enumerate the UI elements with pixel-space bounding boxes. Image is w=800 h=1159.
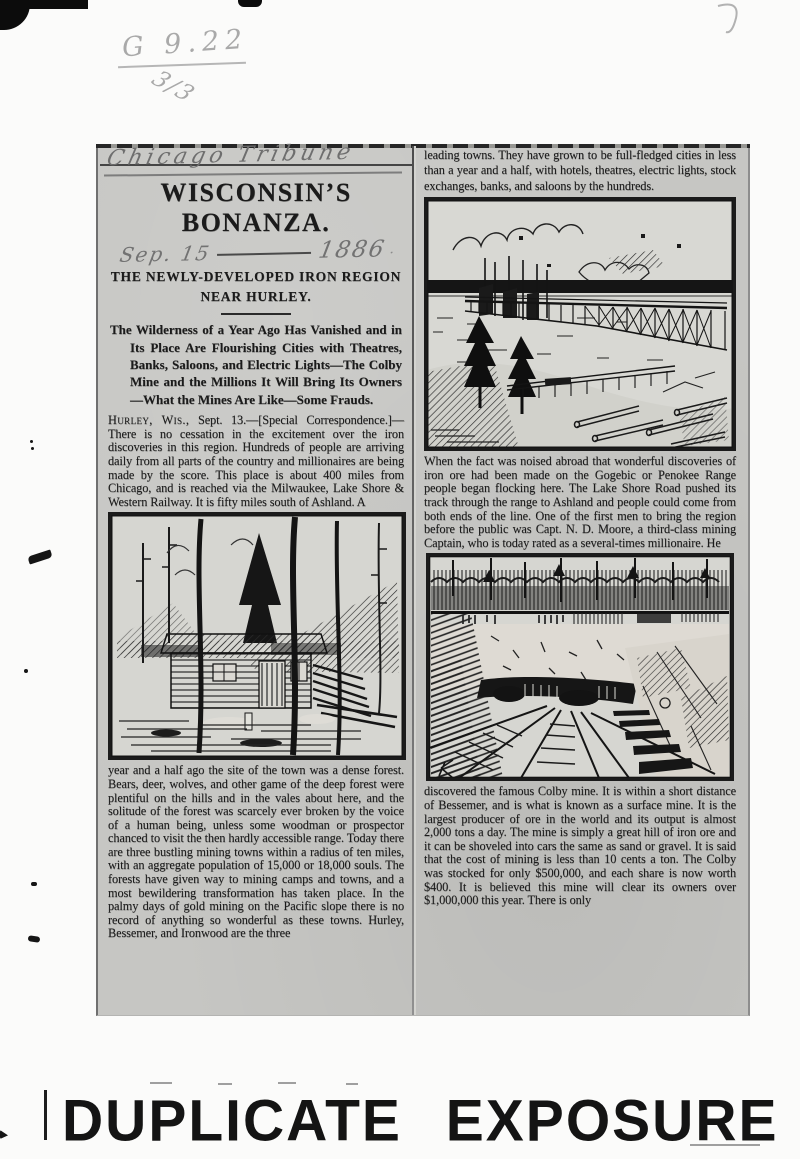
railroad-trestle-illustration — [424, 197, 736, 451]
article-paragraph — [108, 414, 404, 509]
article-subhead — [108, 267, 404, 306]
ink-speck — [27, 549, 52, 564]
article-paragraph: year and a half ago the site of the town was a dense forest. Bears, deer, wolves, and other game of the deep forest were plentiful on the hills and in the vales about here, and the solitude of the forest was scarcely ever broken by the voice of a human being, unless some woodman or prospector chanced to visit the then hardly accessible range. Today there are three bustling mining towns within a radius of ten miles, with an aggregate population of 15,000 or 18,000 souls. The forests have given way to mining camps and towns, and a most bewildering transformation has taken place. In the palmy days of gold mining on the Pacific slope there is no record of anything so wonderful as these towns. Hurley, Bessemer, and Ironwood are the three — [108, 763, 404, 941]
subhead-line-2: NEAR HURLEY. — [200, 288, 312, 304]
ink-speck — [30, 440, 33, 443]
scan-corner-artifact — [0, 0, 30, 30]
scan-dash — [278, 1082, 296, 1084]
pencil-catalog-code: G 9.22 — [121, 23, 250, 64]
dateline: Hurley, Wis., — [108, 413, 190, 428]
duplicate-exposure-stamp: DUPLICATE EXPOSURE — [62, 1088, 779, 1154]
right-column — [416, 146, 746, 911]
handwritten-date-month: Sep. 15 — [117, 240, 213, 267]
scan-edge-artifact — [238, 0, 262, 7]
paragraph-text: There is no cessation in the excitement over the iron discoveries in this region. Hundreds of people are arriving daily from all parts of the country and millionaires are being made by the score. This place is about 400 miles from Chicago, and is reached via the Milwaukee, Lake Shore & Western Railway. It is fifty miles south of Ashland. A — [108, 426, 404, 509]
section-rule — [221, 313, 291, 315]
ink-speck — [0, 1130, 8, 1139]
handwritten-date — [117, 236, 398, 268]
handwritten-mark: . — [387, 241, 398, 258]
newspaper-clipping — [96, 139, 750, 1016]
pencil-fraction: 3/3 — [146, 66, 201, 108]
ink-speck — [31, 447, 34, 450]
article-deck: The Wilderness of a Year Ago Has Vanished and in Its Place Are Flourishing Cities with Theatres, Banks, Saloons, and Electric Lights—The Colby Mine and the Millions It Will Bring Its Owners—What the Mines Are Like—Some Frauds. — [110, 322, 402, 407]
handwritten-date-year: 1886 — [316, 236, 389, 264]
ink-speck — [28, 935, 41, 943]
stamp-edge-line — [44, 1090, 47, 1140]
ink-speck — [31, 882, 37, 886]
log-cabin-forest-illustration — [108, 512, 406, 760]
scan-dash — [218, 1083, 232, 1085]
subhead-line-1: THE NEWLY-DEVELOPED IRON REGION — [110, 269, 402, 284]
article-headline: WISCONSIN’S BONANZA. — [160, 178, 352, 237]
article-paragraph: When the fact was noised abroad that wonderful discoveries of iron ore had been made on the Gogebic or Penokee Range people began flocking here. The Lake Shore Road pushed its track through the range to Ashland and people could come from both ends of the line. One of the first men to bring the region before the public was Capt. N. D. Moore, a third-class mining Captain, who is today rated as a several-times millionaire. He — [424, 454, 736, 550]
colby-mine-tracks-illustration — [426, 553, 734, 781]
article-paragraph: discovered the famous Colby mine. It is within a short distance of Bessemer, and is what is known as a surface mine. It is the largest producer of ore in the world and its output is almost 2,000 tons a day. The mine is simply a great hill of iron ore and it can be shoveled into cars the same as sand or gravel. It is said that the cost of mining is less than 10 cents a ton. The Colby was stocked for only $500,000, and each share is now worth $400. It is believed this mine will clear its owners over $1,000,000 this year. There is only — [424, 784, 736, 908]
dateline-rest: Sept. 13.—[Special Correspondence.]— — [189, 413, 404, 428]
scan-dash — [150, 1082, 172, 1084]
ink-speck — [24, 669, 28, 673]
handwritten-source: Chicago Tribune — [104, 139, 358, 172]
handwritten-underline — [104, 171, 402, 176]
article-paragraph: leading towns. They have grown to be full-fledged cities in less than a year and a half, with hotels, theatres, electric lights, stock exchanges, banks, and saloons by the hundreds. — [424, 148, 736, 193]
left-column — [100, 139, 412, 944]
scan-dash — [346, 1083, 358, 1085]
pencil-mark — [712, 0, 752, 48]
pencil-underline — [118, 62, 246, 68]
handwritten-dash — [217, 252, 312, 256]
